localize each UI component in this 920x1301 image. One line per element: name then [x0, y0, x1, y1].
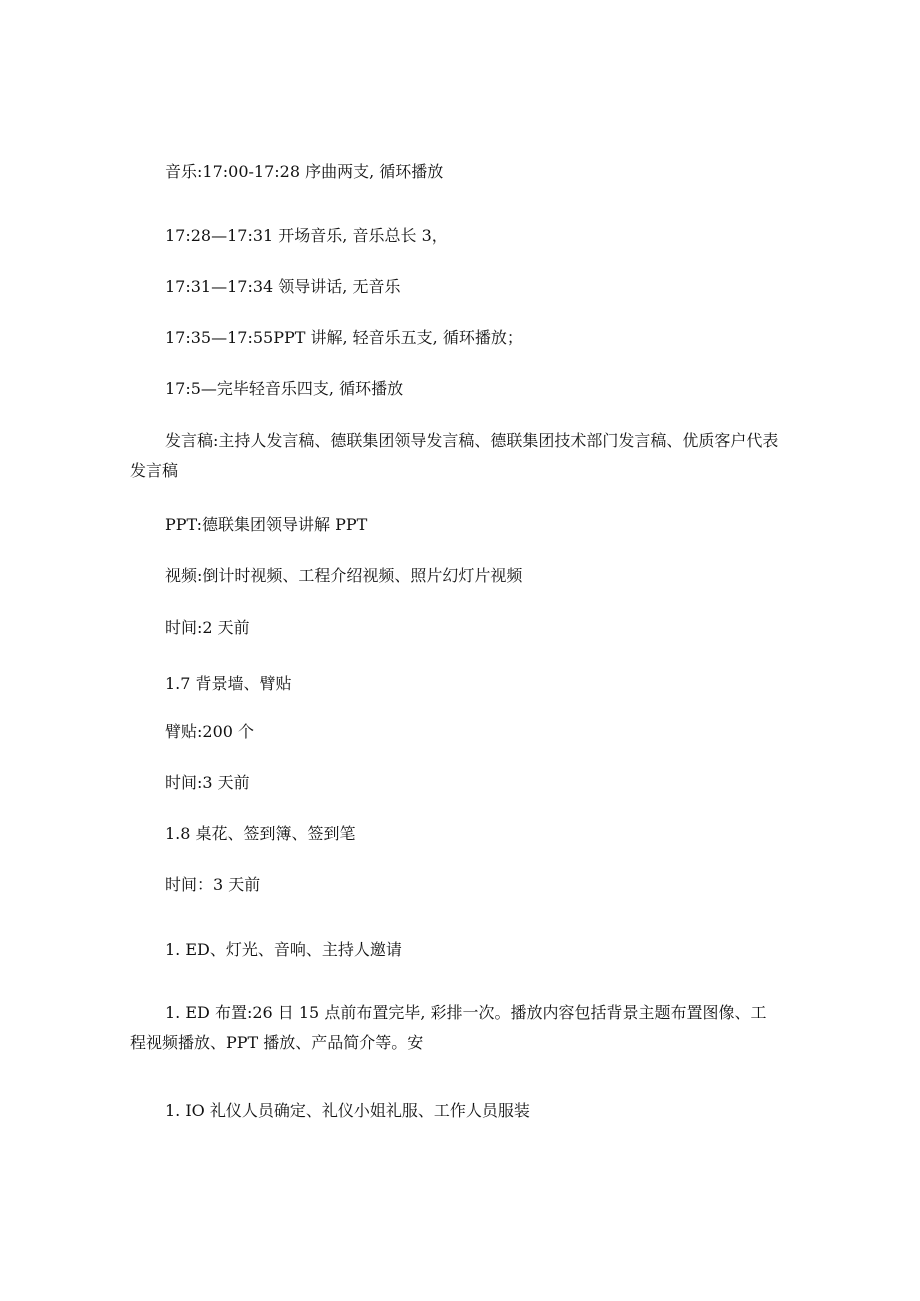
paragraph-videos: 视频:倒计时视频、工程介绍视频、照片幻灯片视频 — [165, 566, 523, 585]
paragraph-time-3-days: 时间:3 天前 — [165, 773, 250, 792]
section-heading-ed: 1. ED、灯光、音响、主持人邀请 — [165, 940, 402, 959]
section-heading-1-8: 1.8 桌花、签到簿、签到笔 — [165, 824, 356, 843]
paragraph-closing-music: 17:5—完毕轻音乐四支, 循环播放 — [165, 379, 404, 398]
paragraph-ppt: PPT:德联集团领导讲解 PPT — [165, 515, 368, 534]
paragraph-music-prelude: 音乐:17:00-17:28 序曲两支, 循环播放 — [165, 162, 444, 181]
paragraph-opening-music: 17:28—17:31 开场音乐, 音乐总长 3， — [165, 226, 448, 245]
paragraph-leader-speech: 17:31—17:34 领导讲话, 无音乐 — [165, 277, 401, 296]
paragraph-speech-drafts: 发言稿:主持人发言稿、德联集团领导发言稿、德联集团技术部门发言稿、优质客户代表发言稿 — [130, 431, 779, 480]
paragraph-arm-stickers: 臂贴:200 个 — [165, 722, 255, 741]
paragraph-time-3-days-b: 时间：3 天前 — [165, 875, 261, 894]
paragraph-time-2-days: 时间:2 天前 — [165, 618, 250, 637]
section-heading-1-7: 1.7 背景墙、臂贴 — [165, 674, 292, 693]
section-heading-io: 1. IO 礼仪人员确定、礼仪小姐礼服、工作人员服装 — [165, 1101, 530, 1120]
paragraph-ppt-music: 17:35—17:55PPT 讲解, 轻音乐五支, 循环播放； — [165, 328, 523, 347]
paragraph-ed-setup: 1. ED 布置:26 日 15 点前布置完毕, 彩排一次。播放内容包括背景主题布置图像、工程视频播放、PPT 播放、产品简介等。安 — [130, 1003, 767, 1052]
